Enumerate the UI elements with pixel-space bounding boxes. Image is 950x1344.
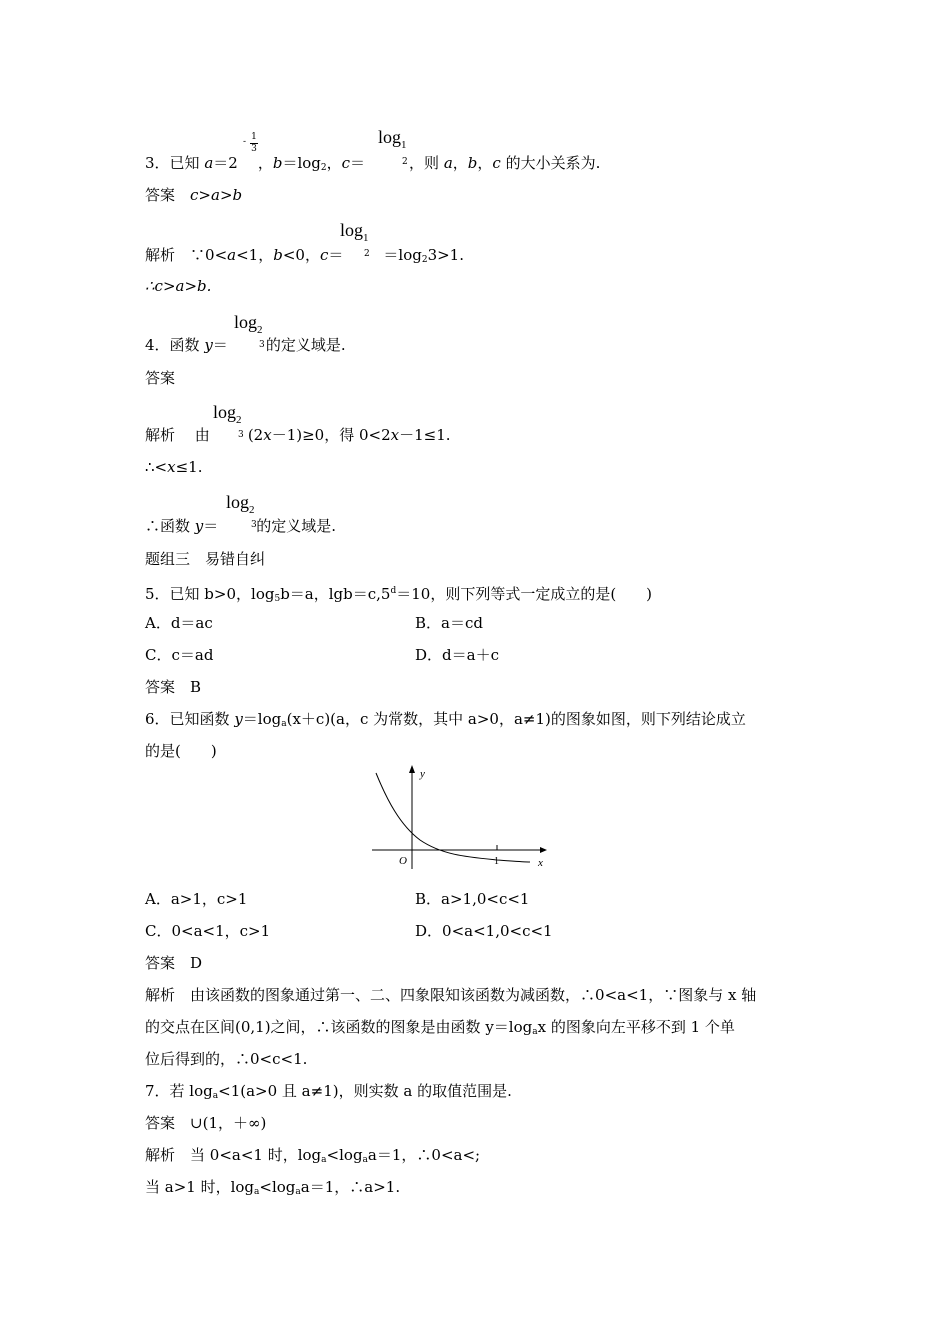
s6-sub: a [532, 1027, 538, 1037]
solution-label: 解析 [145, 246, 176, 264]
solution-3-conclusion: ∴c>a>b. [145, 277, 212, 295]
s7-l1a: 当 0<a<1 时，log [190, 1146, 322, 1164]
s4-expr2: －1)≥0，得 0<2 [271, 426, 391, 444]
log-base-denominator-s3: 2 [364, 249, 370, 259]
answer-3 [145, 185, 242, 205]
exponent-sign: - [243, 137, 247, 147]
q3-tail: ，则 [409, 154, 444, 172]
log-sub: 2 [236, 414, 242, 426]
origin-label: O [399, 855, 407, 867]
q3-comma-c: ， [326, 154, 342, 172]
q6-part3: (x＋c)(a，c 为常数，其中 a>0，a≠1)的图象如图，则下列结论成立 [286, 710, 746, 728]
s3-sub2: 2 [421, 255, 428, 265]
s3-var-b: b [273, 246, 283, 264]
log-sub: 2 [257, 324, 263, 336]
q3-tail-b: b [467, 154, 478, 172]
question-6-line2: 的是( ) [145, 742, 217, 760]
s7-l2c: a＝1，∴a>1. [300, 1178, 401, 1196]
section-title-group3: 题组三 易错自纠 [145, 550, 266, 568]
log-base-denominator-q3: 2 [402, 157, 408, 167]
s3-part1: ∵0< [190, 246, 228, 264]
answer-value: c>a>b [190, 186, 243, 204]
answer-value: B [190, 678, 202, 696]
answer-6 [145, 953, 202, 973]
q6-option-b[interactable]: B．a>1,0<c<1 [415, 890, 530, 908]
s7-l2a: 当 a>1 时，log [145, 1178, 255, 1196]
s3-part4: ＝ [328, 246, 344, 264]
log-sub: 1 [401, 139, 407, 151]
s4-expr3: －1≤1. [399, 426, 451, 444]
log-base-half-s3 [340, 220, 369, 248]
q5-part1: 5．已知 b>0，log [145, 585, 275, 603]
q5-sub5: 5 [274, 594, 281, 604]
log-small-q4: 3 [259, 340, 265, 350]
solution-4-line2 [145, 457, 202, 477]
answer-value: D [190, 954, 203, 972]
question-3 [145, 153, 600, 178]
log-small-s4-l3: 3 [251, 520, 257, 530]
log-text: log [340, 220, 364, 240]
q3-tail-end: 的大小关系为. [500, 154, 601, 172]
q4-eq: ＝ [212, 336, 228, 354]
question-5 [145, 581, 652, 609]
q6-part1: 6．已知函数 [145, 710, 235, 728]
s7-l1b: <log [326, 1146, 363, 1164]
exponent-fraction [250, 133, 258, 154]
q3-log-sub: 2 [320, 163, 327, 173]
log-sub: 2 [249, 504, 255, 516]
s3-part5: ＝log [383, 246, 422, 264]
log-small-s4: 3 [238, 430, 244, 440]
answer-label: 答案 [145, 369, 176, 387]
log-text: log [226, 492, 250, 512]
log-text: log [378, 127, 402, 147]
answer-5 [145, 677, 201, 697]
exponent-denominator: 3 [251, 144, 257, 154]
log-text: log [213, 402, 237, 422]
log-text: log [234, 312, 258, 332]
q7-part2: <1(a>0 且 a≠1)，则实数 a 的取值范围是. [218, 1082, 512, 1100]
solution-label: 解析 [145, 426, 176, 444]
s4-l2-post: ≤1. [175, 458, 203, 476]
q4-tail: 的定义域是. [265, 336, 346, 354]
q3-var-a: a [204, 154, 214, 172]
q7-part1: 7．若 log [145, 1082, 213, 1100]
s3-var-c: c [319, 246, 329, 264]
answer-value: ∪(1，＋∞) [190, 1114, 267, 1132]
s4-l2-pre: ∴< [145, 458, 168, 476]
question-6-line1 [145, 709, 746, 734]
q4-var-y: y [204, 336, 213, 354]
q5-part2: b＝a，lgb＝c,5 [280, 585, 391, 603]
s7-l1-sub2: a [362, 1155, 368, 1165]
x-axis-arrow [540, 847, 547, 853]
q6-option-a[interactable]: A．a>1，c>1 [145, 890, 248, 908]
s4-var-x1: x [263, 426, 272, 444]
s6-line2b: x 的图象向左平移不到 1 个单 [537, 1018, 735, 1036]
solution-4-line3 [145, 516, 336, 536]
q5-part3: ＝10，则下列等式一定成立的是( ) [396, 585, 653, 603]
s4-by: 由 [194, 426, 210, 444]
log-sub: 1 [363, 232, 369, 244]
tick-1-label: 1 [494, 856, 499, 867]
answer-label: 答案 [145, 1114, 176, 1132]
q3-comma: ， [257, 154, 273, 172]
s3-part3: <0， [282, 246, 320, 264]
answer-label: 答案 [145, 954, 176, 972]
s3-var-a: a [227, 246, 237, 264]
solution-7-line1 [145, 1145, 480, 1170]
log-base-half-q3 [378, 127, 407, 155]
q3-var-c: c [341, 154, 351, 172]
x-axis-label: x [538, 857, 543, 869]
y-axis-arrow [409, 765, 415, 773]
s6-line1: 由该函数的图象通过第一、二、四象限知该函数为减函数，∴0<a<1，∵图象与 x 轴 [190, 986, 757, 1004]
s4-l3-eq: ＝ [203, 517, 219, 535]
q6-option-d[interactable]: D．0<a<1,0<c<1 [415, 922, 553, 940]
exponent-numerator: 1 [251, 132, 257, 142]
solution-6-line2 [145, 1017, 735, 1042]
answer-4 [145, 368, 175, 388]
q6-part2: ＝log [242, 710, 282, 728]
q3-tail-a: a [443, 154, 453, 172]
s4-l3-y: y [194, 517, 204, 535]
s4-l3-pre: ∴函数 [145, 517, 195, 535]
s7-l2b: <log [259, 1178, 296, 1196]
solution-label: 解析 [145, 986, 176, 1004]
answer-label: 答案 [145, 186, 176, 204]
q3-tail-sep1: ， [452, 154, 468, 172]
s7-l2-sub1: a [254, 1187, 260, 1197]
q4-prefix: 4．函数 [145, 336, 205, 354]
q5-option-b[interactable]: B．a＝cd [415, 614, 483, 632]
q3-eq: ＝ [350, 154, 366, 172]
s4-l2-x: x [167, 458, 176, 476]
s4-l3-tail: 的定义域是. [256, 517, 337, 535]
q3-tail-sep2: ， [477, 154, 493, 172]
q6-sub-a: a [281, 719, 287, 729]
q5-option-c[interactable]: C．c＝ad [145, 646, 214, 664]
s6-line2a: 的交点在区间(0,1)之间，∴该函数的图象是由函数 y＝log [145, 1018, 533, 1036]
s7-l1c: a＝1，∴0<a<; [367, 1146, 481, 1164]
s3-part2: <1， [236, 246, 274, 264]
q3-var-b: b [272, 154, 283, 172]
solution-label: 解析 [145, 1146, 176, 1164]
y-axis-label: y [420, 768, 425, 780]
solution-4 [145, 425, 451, 445]
solution-3 [145, 245, 464, 270]
answer-7 [145, 1113, 266, 1133]
s7-l2-sub2: a [295, 1187, 301, 1197]
question-4 [145, 335, 346, 355]
solution-7-line2 [145, 1177, 400, 1202]
question-7 [145, 1081, 512, 1106]
function-curve [376, 773, 530, 862]
answer-label: 答案 [145, 678, 176, 696]
q5-supd: d [390, 586, 397, 596]
q6-var-y: y [234, 710, 243, 728]
s7-l1-sub1: a [321, 1155, 327, 1165]
solution-6-line3: 位后得到的，∴0<c<1. [145, 1050, 308, 1068]
q3-eq-log: ＝log [282, 154, 321, 172]
q6-option-c[interactable]: C．0<a<1，c>1 [145, 922, 271, 940]
s4-var-x2: x [390, 426, 400, 444]
s3-part6: 3>1. [427, 246, 464, 264]
q5-option-a[interactable]: A．d＝ac [145, 614, 213, 632]
function-graph [372, 765, 557, 870]
q3-tail-c: c [492, 154, 501, 172]
q7-sub: a [212, 1091, 219, 1101]
s4-expr1: (2 [247, 426, 264, 444]
q5-option-d[interactable]: D．d＝a＋c [415, 646, 499, 664]
solution-6-line1 [145, 985, 756, 1005]
q3-eq-2: ＝2 [213, 154, 238, 172]
q3-prefix: 3．已知 [145, 154, 205, 172]
